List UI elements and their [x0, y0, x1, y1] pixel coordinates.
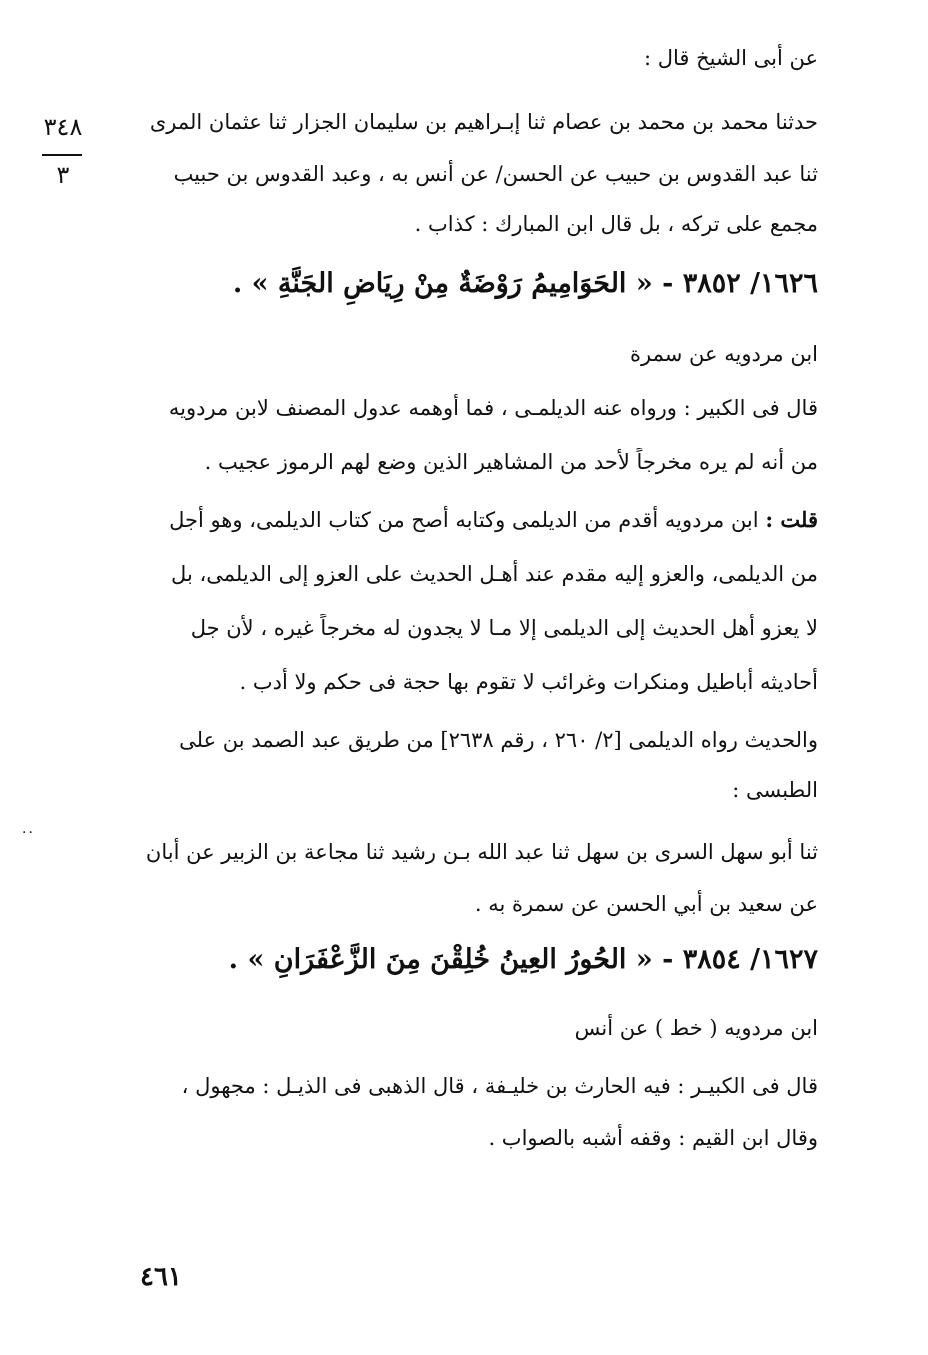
text-line: من أنه لم يره مخرجاً لأحد من المشاهير الذين وضع لهم الرموز عجيب . [204, 450, 818, 474]
qult-text: ابن مردويه أقدم من الديلمى وكتابه أصح من كتاب الديلمى، وهو أجل [169, 508, 759, 532]
margin-dots: ·· [22, 825, 35, 841]
text-line-qult [110, 506, 818, 534]
margin-reference-top: ٣٤٨ [43, 113, 83, 141]
hadith-heading: ١٦٢٧/ ٣٨٥٤ - « الحُورُ العِينُ خُلِقْنَ مِنَ الزَّعْفَرَانِ » . [228, 944, 818, 975]
text-line: عن سعيد بن أبي الحسن عن سمرة به . [474, 892, 818, 916]
text-line: قال فى الكبيـر : فيه الحارث بن خليـفة ، قال الذهبى فى الذيـل : مجهول ، [181, 1074, 818, 1098]
text-line: ثنا أبو سهل السرى بن سهل ثنا عبد الله بـن رشيد ثنا مجاعة بن الزبير عن أبان [145, 840, 818, 864]
text-line: قال فى الكبير : ورواه عنه الديلمـى ، فما أوهمه عدول المصنف لابن مردويه [168, 396, 818, 420]
margin-reference-rule [42, 154, 82, 156]
margin-reference-bottom: ٣ [56, 161, 70, 189]
qult-label: قلت : [765, 507, 818, 532]
text-line: من الديلمى، والعزو إليه مقدم عند أهـل الحديث على العزو إلى الديلمى، بل [171, 562, 818, 586]
text-line: أحاديثه أباطيل ومنكرات وغرائب لا تقوم بها حجة فى حكم ولا أدب . [239, 670, 818, 694]
text-line: حدثنا محمد بن محمد بن عصام ثنا إبـراهيم بن سليمان الجزار ثنا عثمان المرى [149, 110, 818, 134]
text-line: وقال ابن القيم : وقفه أشبه بالصواب . [488, 1126, 818, 1150]
source-line: ابن مردويه ( خط ) عن أنس [574, 1016, 818, 1040]
text-line: والحديث رواه الديلمى [٢/ ٢٦٠ ، رقم ٢٦٣٨] من طريق عبد الصمد بن على [179, 728, 818, 752]
text-line: الطبسى : [732, 778, 818, 802]
text-line: عن أبى الشيخ قال : [643, 46, 818, 70]
text-line: لا يعزو أهل الحديث إلى الديلمى إلا مـا لا يجدون له مخرجاً غيره ، لأن جل [190, 616, 818, 640]
page-number: ٤٦١ [140, 1262, 182, 1292]
text-line: ثنا عبد القدوس بن حبيب عن الحسن/ عن أنس به ، وعبد القدوس بن حبيب [173, 162, 818, 186]
hadith-heading: ١٦٢٦/ ٣٨٥٢ - « الحَوَامِيمُ رَوْضَةٌ مِنْ رِيَاضِ الجَنَّةِ » . [232, 268, 818, 299]
text-line: مجمع على تركه ، بل قال ابن المبارك : كذاب . [414, 212, 818, 236]
source-line: ابن مردويه عن سمرة [630, 342, 818, 366]
